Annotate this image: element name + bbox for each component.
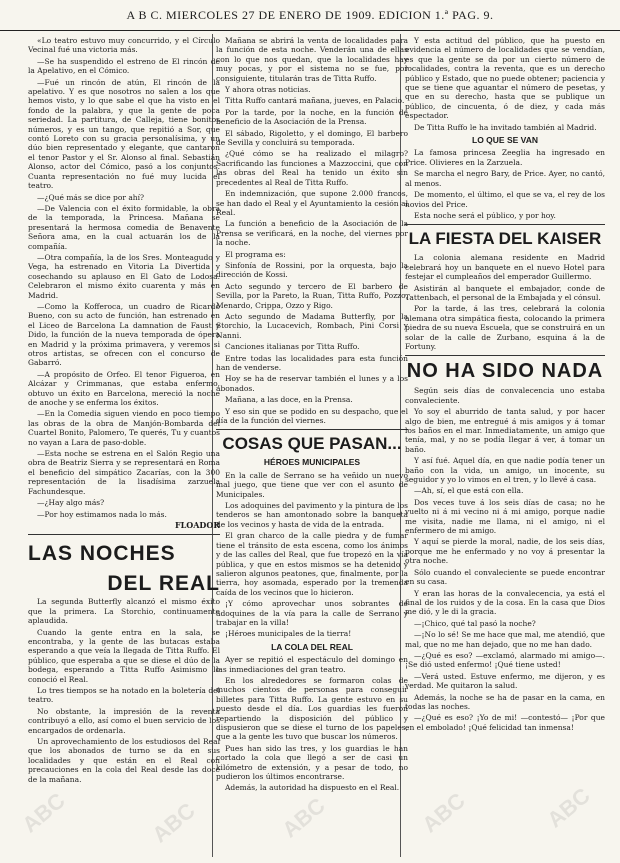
paragraph: El gran charco de la calle piedra y de fumar tiene el tránsito de esta escena, como los ánimos y de las calles del Real, que fue tropezó en la vía pública, y que en estos mismos se ha detenido y salieron algunos peatones, que, finalmente, por la tierra, hoy asomada, esperado por la tremenda caída de los vecinos que lo hicieron. [216, 531, 408, 597]
paragraph: Canciones italianas por Titta Ruffo. [225, 342, 360, 352]
paragraph: —¿Qué es eso? ¡Yo de mi! —contestó— ¡Por que en el embolado! ¡Qué felicidad tan inmensa! [405, 713, 605, 732]
paragraph: —Ah, sí, el que está con ella. [414, 486, 524, 496]
section-subtitle: LO QUE SE VAN [472, 135, 538, 146]
watermark: ABC [417, 787, 470, 838]
divider [216, 429, 408, 430]
paragraph: Por la tarde, por la noche, en la función de beneficio de la Asociación de la Prensa. [216, 107, 408, 127]
paragraph: De momento, el último, el que se va, el rey de los novios del Price. [405, 190, 605, 209]
paragraph: —¡Chico, qué tal pasó la noche? [414, 618, 536, 628]
paragraph: El programa es: [225, 249, 286, 259]
paragraph: Mañana, a las doce, en la Prensa. [225, 395, 353, 405]
paragraph: —¡No lo sé! Se me hace que mal, me atendió, que mal, que no me han dejado, que no me han dado. [405, 630, 605, 649]
paragraph: ¿Qué cómo se ha realizado el milagro? Sacrificando las funciones a Mazzoccini, que con las obras del Real ha tenido un éxito sin precedentes al Real de Titta Ruffo. [216, 149, 408, 187]
paragraph: Un aprovechamiento de los estudiosos del Real que los abonados de turno se da en sus localidades y que están en el Real con precauciones en la cola del Real desde las doce de la mañana. [28, 737, 220, 784]
article-title-line-1: LAS NOCHES [28, 542, 176, 566]
paragraph: El sábado, Rigoletto, y el domingo, El barbero de Sevilla y concluirá su temporada. [216, 128, 408, 148]
watermark: ABC [277, 792, 330, 843]
watermark: ABC [147, 797, 200, 848]
paragraph: —¿Qué es eso? —exclamó, alarmado mi amigo—. ¡Se dió usted enfermo! ¡Qué tiene usted! [405, 650, 605, 670]
paragraph: La colonia alemana residente en Madrid celebrará hoy un banquete en el nuevo Hotel para festejar el cumpleaños del emperador Guillermo. [405, 253, 605, 282]
paragraph: Cuando la gente entra en la sala, se encontraba, y la gente de las butacas estaba esperando a que veía la llegada de Titta Ruffo. El público, que esperaba a que se diese el dúo de la bodega, esperando a Titta Ruffo Asimismo lo conoció el Real. [28, 627, 220, 684]
paragraph: Además, la autoridad ha dispuesto en el Real. [225, 783, 400, 793]
paragraph: Lo tres tiempos se ha notado en la boletería del teatro. [28, 685, 220, 705]
article-title: NO HA SIDO NADA [406, 360, 604, 383]
paragraph: —¿Qué más se dice por ahí? [37, 192, 145, 202]
paragraph: En los alrededores se formaron colas de muchos cientos de personas para conseguir billetes para Titta Ruffo. La gente estuvo en su puesto desde el día. Los guardias les fueron repartiendo la disposición del público y dispusieron que se diese el turno de los papeles, que a la gente les tuvo que buscar los números. [216, 675, 408, 742]
paragraph: Los adoquines del pavimento y la pintura de los tenderos se han amontonado sobre la banqueta de los vecinos y hasta de vida de la entrada. [216, 501, 408, 529]
paragraph: La segunda Butterfly alcanzó el mismo éxito que la primera. La Storchio, continuamente aplaudida. [28, 597, 220, 626]
paragraph: —Por hoy estimamos nada lo más. [37, 509, 167, 519]
paragraph: Acto segundo y tercero de El barbero de Sevilla, por la Pareto, la Ruan, Titta Ruffo, Pozzo, Menardo, Crippa, Ozzo y Rigo. [216, 281, 408, 310]
paragraph: —Se ha suspendido el estreno de El rincón de la Apelativo, en el Cómico. [28, 56, 220, 76]
article-title: COSAS QUE PASAN... [222, 434, 402, 454]
paragraph: Y aquí se pierde la moral, nadie, de los seis días, porque me he enfermado y no voy á presentar la otra noche. [405, 537, 605, 566]
paragraph: Y eso sin que se podido en su despacho, que el día de la función del viernes. [216, 406, 408, 426]
paragraph: Yo soy el aburrido de tanta salud, y por hacer algo de bien, me entregué á mis amigos y á tomar los baños en el mar. Inmediatamente, un amigo que tenía, mal, y no se podía llegar á ver, á tomar un baño. [405, 407, 605, 454]
paragraph: Y ahora otras noticias. [225, 85, 311, 95]
section-subtitle: HÉROES MUNICIPALES [263, 457, 361, 468]
paragraph: Hoy se ha de reservar también el lunes y a los abonados. [216, 374, 408, 393]
divider [405, 224, 605, 225]
paragraph: Ayer se repitió el espectáculo del domingo en las inmediaciones del gran teatro. [216, 655, 408, 674]
paragraph: Y esta actitud del público, que ha puesto en evidencia el número de localidades que se vendían, es que la gente se da por un cierto número de localidades, contra la reventa, que es un derecho público y Estado, que no puede obtener; paciencia y que se tiene que aguantar el número de pesetas, y que en su derecho, hasta que se publique un público, de cincuenta, ó de diez, y cada más espectador. [405, 36, 605, 121]
divider [405, 355, 605, 356]
paragraph: Por la tarde, á las tres, celebrará la colonia alemana otra simpática fiesta, colocando la primera piedra de su nueva Escuela, que se construirá en un solar de la calle de Zurbano, esquina á la de Fortuny. [405, 304, 605, 351]
paragraph: Mañana se abrirá la venta de localidades para la función de esta noche. Venderán una de ellas con lo que nos quedan, que la localidades hay muy pocas, y por el sistema no se fue, por consiguiente, titularán tras de Titta Ruffo. [216, 36, 408, 83]
paragraph: Pues han sido las tres, y los guardias le han cortado la cola que llegó a ser de casi un kilómetro de extensión, y a pesar de todo, no pudieron los últimos encontrarse. [216, 743, 408, 782]
column-3 [405, 36, 605, 857]
paragraph: La famosa princesa Zeeglia ha ingresado en Price. Olivieres en la Zarzuela. [405, 148, 605, 167]
paragraph: Esta noche será el público, y por hoy. [414, 210, 556, 220]
paragraph: Titta Ruffo cantará mañana, jueves, en Palacio. [225, 96, 405, 106]
header-text: A B C. MIERCOLES 27 DE ENERO DE 1909. EDICION 1.ª PAG. 9. [126, 7, 494, 22]
paragraph: —Verá usted. Estuve enfermo, me dijeron, y es verdad. Me quitaron la salud. [405, 671, 605, 691]
article-title: LA FIESTA DEL KAISER [408, 229, 602, 249]
paragraph: —A propósito de Orfeo. El tenor Figueroa, en Alcázar y Crimmanas, que estaba enfermo, obtuvo un éxito en Barcelona, mereció la noche de anoche y se enferma los éxitos. [28, 369, 220, 408]
paragraph: Acto segundo de Madama Butterfly, por la Storchio, la Lucacevich, Rombach, Pini Corsi y Nanni. [216, 311, 408, 340]
paragraph: —Fué un rincón de atún, El rincón de la apelativo. Y es que nosotros no salen a los que hemos visto, y lo que sabe el que ha visto en el fondo de la palabra, y que la gente de poca seriedad. La partitura, de Calleja, tiene bonitos números, y es un tango, que repitió a Sor, que contó Loreto con su gracia personalísima, y un dúo bien representado y elegante, que cantaron el tenor Pastor y el Sr. Alonso al final. Sebastián Alonso, actor del Cómico, pasó a los conjuntos. Cuanta representación no fué muy lucida el teatro. [28, 77, 220, 191]
article-title-line-2: DEL REAL [107, 572, 220, 596]
paragraph: Entre todas las localidades para esta función han de venderse. [216, 353, 408, 372]
paragraph: —Otra compañía, la de los Sres. Monteagudo y Vega, ha estrenado en Vitoria La Divertida y cosechando su aplauso en El Gato de Lodosa. Celebraron el mismo éxito cuarenta y más en Madrid. [28, 252, 220, 300]
paragraph: Según seis días de convalecencia uno estaba convaleciente. [405, 386, 605, 405]
paragraph: —Como la Kofferoca, un cuadro de Ricardo Bueno, con su acto de función, han estrenado en el Liceo de Barcelona La damnation de Faust y Dido, la función de la nueva temporada de ópera en Madrid y la próxima primavera, y veremos si otros artistas, se ofrecen con el concurso de Gabarró. [28, 301, 220, 368]
paragraph: Dos veces tuve á los seis días de casa; no he vuelto ni á mi vecino ni á mi amigo, porque nadie me visita, nadie me llama, ni el amigo, ni el enfermero de mi amigo. [405, 497, 605, 536]
paragraph: Sinfonía de Rossini, por la orquesta, bajo la dirección de Kossi. [216, 260, 408, 280]
author-signature: FLOADOR [174, 519, 220, 530]
paragraph: No obstante, la impresión de la reventa contribuyó a ello, así como el buen servicio de los encargados de ordenarla. [28, 706, 220, 735]
watermark: ABC [542, 782, 595, 833]
paragraph: ¡Héroes municipales de la tierra! [225, 629, 352, 639]
column-2 [216, 36, 408, 857]
paragraph: Y así fué. Aquel día, en que nadie podía tener un baño con la vida, un amigo, un inocente, su seguidor y yo lo vimos en el tren, y lo llevé á casa. [405, 456, 605, 485]
paragraph: Se marcha el negro Bary, de Price. Ayer, no cantó, al menos. [405, 169, 605, 188]
paragraph: ¡Y cómo aprovechar unos sobrantes de adoquines de la vía para la calle de Serrano y trabajar en la villa! [216, 599, 408, 627]
watermark: ABC [17, 787, 70, 838]
paragraph: En la calle de Serrano se ha veñido un nuevo mal juego, que tiene que ver con el asunto de Municipales. [216, 470, 408, 499]
paragraph: Y eran las horas de la convalecencia, ya está el final de los ruidos y de la cosa. En la casa que Dios me dió, y le di la gracia. [405, 588, 605, 617]
paragraph: —En la Comedia siguen viendo en poco tiempo las obras de la obra de Manjón-Bombarda del Cuartel Bonito, Palomero, Te querés, Tu y cuantos no vayan a Lara de paso-doble. [28, 409, 220, 447]
paragraph: —De Valencia con el éxito formidable, la obra de la temporada, la Princesa. Mañana se presentará la hermosa comedia de Benavente Señora ama, en la cual actuarán los de la compañía. [28, 203, 220, 251]
paragraph: La función a beneficio de la Asociación de la Prensa se verificará, en la noche, del viernes por la noche. [216, 219, 408, 248]
paragraph: Asistirán al banquete el embajador, conde de Tattenbach, el personal de la Embajada y el cónsul. [405, 283, 605, 302]
section-subtitle: LA COLA DEL REAL [271, 641, 353, 652]
page-header [0, 0, 620, 31]
paragraph: En indemnización, que supone 2.000 francos, se han dado el Real y el Ayuntamiento la cesión al Real. [216, 189, 408, 217]
paragraph: De Titta Ruffo le ha invitado también al Madrid. [414, 122, 597, 132]
paragraph: «Lo teatro estuvo muy concurrido, y el Círculo Vecinal fué una victoria más. [28, 36, 220, 55]
paragraph: Además, la noche se ha de pasar en la cama, en todas las noches. [405, 692, 605, 711]
column-1 [28, 36, 220, 857]
paragraph: —¿Hay algo más? [37, 498, 105, 508]
paragraph: —Esta noche se estrena en el Salón Regio una obra de Beatriz Sierra y se representará en Roma el beneficio del simpático Zacarías, con la 300 representación de la lisadísima zarzuela Fachundesque. [28, 449, 220, 496]
divider [28, 534, 220, 535]
paragraph: Sólo cuando el convaleciente se puede encontrar en su casa. [405, 567, 605, 587]
